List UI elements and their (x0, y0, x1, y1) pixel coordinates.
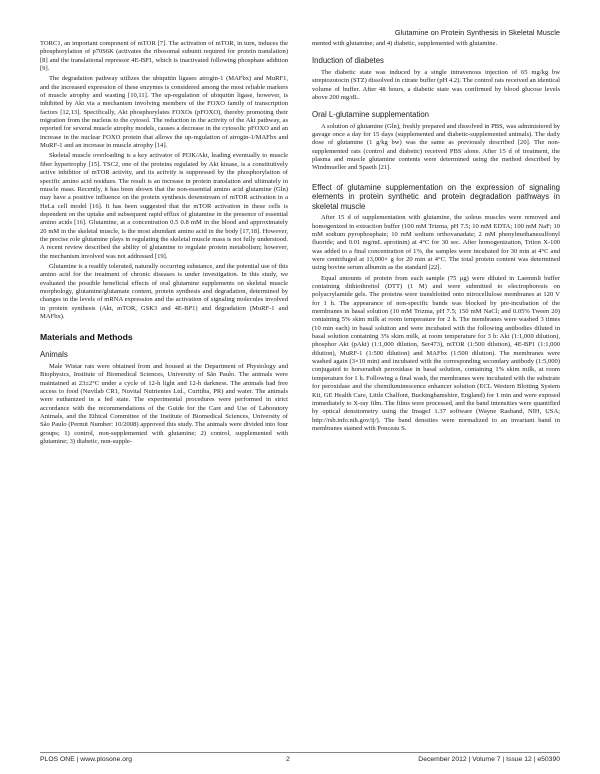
paragraph: The degradation pathway utilizes the ubiquitin ligases atrogin-1 (MAFbx) and MuRF1, and the increased expression of these enzymes is considered among the most reliable markers of muscle atrophy and wasting [10,11]. The up-regulation of ubiquitin ligase, however, is inhibited by Akt via a mechanism involving members of the FOXO family of transcription factors [12,13]. Specifically, Akt phosphorylates FOXOs (pFOXO), thereby promoting their migration from the nucleus to the cytosol. The reduction in the activity of the Akt pathway, as reported for several muscle atrophy models, causes a decrease in the cytosolic pFOXO and an increase in the nuclear FOXO protein that allows the up-regulation of atrogin-1/MAFbx and MuRF-1 and an increase in muscle atrophy [14]. (40, 75, 288, 150)
footer-citation: December 2012 | Volume 7 | Issue 12 | e50390 (418, 756, 560, 763)
subsection-heading-effect: Effect of glutamine supplementation on the expression of signaling elements in protein synthetic and protein degradation pathways in skeletal muscle (312, 182, 560, 211)
paragraph: TORC1, an important component of mTOR [7]. The activation of mTOR, in turn, induces the phosphorylation of p70S6K (activates the ribosomal subunit required for protein translation) [8] and the translational repressor 4E-BP1, which is inactivated following phosphate addition [9]. (40, 40, 288, 73)
subsection-heading-diabetes: Induction of diabetes (312, 56, 384, 66)
right-column (312, 40, 560, 435)
running-header: Glutamine on Protein Synthesis in Skeletal Muscle (394, 28, 560, 37)
paragraph: Glutamine is a readily tolerated, naturally occurring substance, and the potential use of this amino acid for the treatment of chronic diseases is under investigation. In this study, we evaluated the possible beneficial effects of oral glutamine supplements on skeletal muscle morphology, glutamine/glutamate content, protein synthesis and degradation, determined by changes in the levels of mRNA expression and the activation of signaling molecules involved in protein synthesis (Akt, mTOR, GSK3 and 4E-BP1) and degradation (MuRF-1 and MAFbx). (40, 262, 288, 320)
left-column (40, 40, 288, 448)
footer-page-number: 2 (286, 756, 290, 763)
footer-journal: PLOS ONE | www.plosone.org (40, 756, 133, 763)
paragraph: Skeletal muscle overloading is a key activator of PI3K/Akt, leading eventually to muscle fiber hypertrophy [15]. TSC2, one of the proteins regulated by Akt kinase, is a constitutively active inhibitor of mTOR activity, and its activity is suppressed by the phosphorylation of specific amino acid residues. The result is an increase in protein translation and ultimately in muscle mass. Recently, it has been shown that the non-essential amino acid glutamine (Gln) may have a positive influence on the protein synthesis downstream of mTOR activation in a HeLa cell model [16]. It has been suggested that the mTOR activation in these cells is dependent on the uptake and subsequent rapid efflux of glutamine in the presence of essential amino acids [16]. Glutamine, at a concentration 0.5 0.8 mM in the blood and approximately 20 mM in the skeletal muscle, is the most abundant amino acid in the body [17,18]. However, the precise role glutamine plays in regulating the skeletal muscle mass is not fully understood. A recent review described the ability of glutamine to regulate protein metabolism; however, the mechanism involved was not addressed [19]. (40, 152, 288, 260)
footer-divider (40, 752, 560, 753)
paragraph: mented with glutamine; and 4) diabetic, supplemented with glutamine. (312, 40, 498, 47)
paragraph: A solution of glutamine (Gln), freshly prepared and dissolved in PBS, was administered by gavage once a day for 15 days (supplemented and diabetic-supplemented animals). The daily dose of glutamine (1 g/kg bw) was the same as previously described [20]. The non-supplemented rats (control and diabetic) received PBS alone. After 15 d of treatment, the plasma and muscle glutamine contents were determined using the method described by Windmueller and Spaeth [21]. (312, 122, 560, 172)
section-heading-methods: Materials and Methods (40, 332, 133, 343)
subsection-heading-oral-glutamine: Oral L-glutamine supplementation (312, 110, 430, 120)
page-footer (40, 756, 560, 766)
paragraph: Equal amounts of protein from each sample (75 µg) were diluted in Laemmli buffer containing dithiothreitol (DTT) (1 M) and were submitted to electrophoresis on polyacrylamide gels. The proteins were transblotted onto nitrocellulose membranes at 120 V for 1 h. The appearance of non-specific bands was blocked by pre-incubation of the membranes in basal solution (10 mM Trizma, pH 7.5; 150 mM NaCl; and 0.05% Tween 20) containing 5% skim milk at room temperature for 2 h. The membranes were washed 3 times (10 min each) in basal solution and were incubated with the following antibodies diluted in basal solution containing 3% skim milk, at room temperature for 3 h: Akt (1:1,000 dilution), phosphor Akt (pAkt) (1:1,000 dilution, Ser473), mTOR (1:500 dilution), 4E-BP1 (1:1,000 dilution), MuRF-1 (1:500 dilution) and MAFbx (1:500 dilution). The membranes were washed again (3×10 min) and incubated with the corresponding secondary antibody (1:5,000) conjugated to horseradish peroxidase in basal solution, containing 1% skim milk, at room temperature for 1 h. Following a final wash, the membranes were incubated with the substrate for peroxidase and the chemiluminescence enhancer solution (ECL Western Blotting System Kit, GE Health Care, Little Chalfont, Buckinghamshire, England) for 1 min and were exposed immediately to X-ray film. The films were processed, and the band intensities were quantified by optical densitometry using the ImageJ 1.37 software (Wayne Rasband, NIH, USA; http://rsb.info.nih.gov/ij/). The band densities were normalized to an invariant band in membranes stained with Ponceau S. (312, 274, 560, 432)
paragraph: After 15 d of supplementation with glutamine, the soleus muscles were removed and homogenized in extraction buffer (100 mM Trizma, pH 7.5; 10 mM EDTA; 100 mM NaF; 10 mM sodium pyrophosphate; 10 mM sodium orthovanadate; 2 mM phenylmethanesulfonyl fluoride; and 0.01 mg/mL aprotinin) at 4°C for 30 sec. After homogenization, Triton X-100 was added to a final concentration of 1%, the samples were incubated for 30 min at 4°C and were centrifuged at 13,000× g for 20 min at 4°C. The total protein content was determined using bovine serum albumin as the standard [22]. (312, 214, 560, 272)
paragraph: Male Wistar rats were obtained from and housed at the Department of Physiology and Biophysics, Institute of Biomedical Sciences, University of São Paulo. The animals were maintained at 23±2°C under a cycle of 12-h light and 12-h darkness. The animals had free access to food (Nuvilab CR1, Nuvital Nutrientes Ltd., Curitiba, PR) and water. The animals were euthanized in a fed state. The experimental procedures were performed in strict accordance with the recommendations of the Guide for the Care and Use of Laboratory Animals, and the Ethical Committee of the Institute of Biomedical Sciences, University of São Paulo (Permit Number: 10/2008) approved this study. The animals were divided into four groups; 1) control, non-supplemented with glutamine; 2) control, supplemented with glutamine; 3) diabetic, non-supple- (40, 362, 288, 445)
subsection-heading-animals: Animals (40, 350, 68, 360)
paragraph: The diabetic state was induced by a single intravenous injection of 65 mg/kg bw streptozotocin (STZ) dissolved in citrate buffer (pH 4.2). The control rats received an identical volume of buffer. After 48 hours, a diabetic state was confirmed by blood glucose levels above 200 mg/dL. (312, 68, 560, 101)
